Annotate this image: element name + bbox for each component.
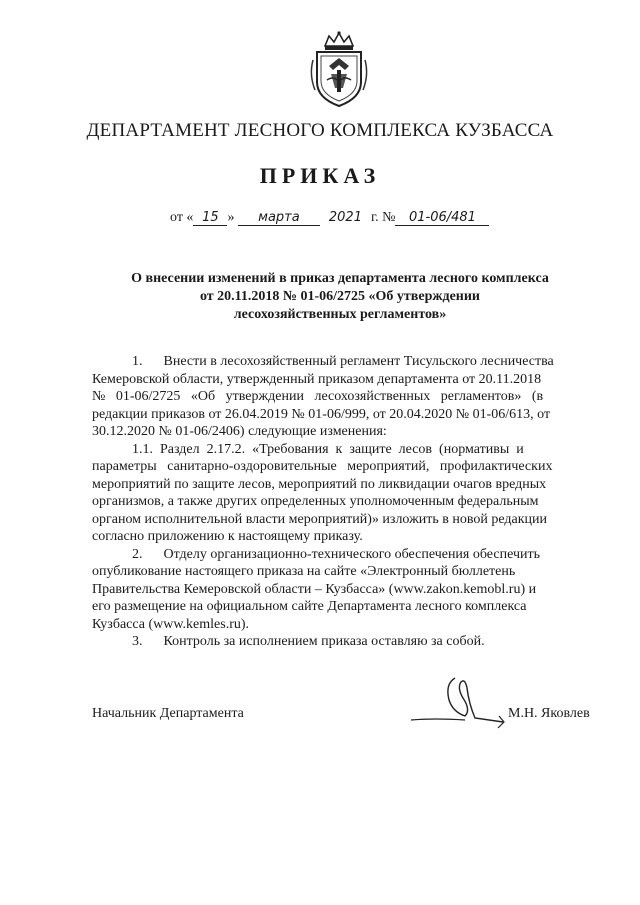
body-line: органом исполнительной власти мероприятий)» изложить в новой редакции (92, 511, 548, 527)
date-month: марта (238, 211, 320, 226)
body-line: 30.12.2020 № 01-06/2406) следующие изменения: (92, 424, 387, 439)
body-line: его размещение на официальном сайте Департамента лесного комплекса (92, 599, 527, 614)
body-line: Правительства Кемеровской области – Кузбасса» (www.zakon.kemobl.ru) и (92, 581, 537, 597)
signer-name: М.Н. Яковлев (508, 706, 590, 721)
signer-title: Начальник Департамента (92, 706, 244, 721)
order-date-line (170, 210, 489, 226)
order-number: 01-06/481 (395, 211, 489, 226)
body-line: опубликование настоящего приказа на сайте «Электронный бюллетень (92, 564, 516, 579)
handwritten-signature (405, 674, 510, 734)
body-line: Кузбасса (www.kemles.ru). (92, 616, 250, 632)
body-line: организмов, а также других определенных уполномоченным федеральным (92, 494, 539, 509)
date-day: 15 (193, 211, 227, 226)
date-mid: » (227, 210, 235, 225)
body-line: 1.1. Раздел 2.17.2. «Требования к защите лесов (нормативы и (132, 441, 524, 457)
date-year: 2021 (328, 210, 362, 225)
body-line: 1. Внести в лесохозяйственный регламент Тисульского лесничества (132, 354, 554, 369)
body-line: параметры санитарно-оздоровительные мероприятий, профилактических (92, 459, 553, 474)
body-line: мероприятий по защите лесов, мероприятий по ликвидации очагов вредных (92, 476, 547, 492)
body-line: Кемеровской области, утвержденный приказом департамента от 20.11.2018 (92, 371, 542, 387)
subject-line: лесохозяйственных регламентов» (233, 307, 447, 322)
body-line: 2. Отделу организационно-технического обеспечения обеспечить (132, 546, 540, 562)
subject-line: от 20.11.2018 № 01-06/2725 «Об утверждении (199, 289, 480, 304)
date-year-suffix: г. № (370, 210, 396, 225)
body-line: согласно приложению к настоящему приказу. (92, 529, 363, 544)
subject-line: О внесении изменений в приказ департамента лесного комплекса (131, 271, 549, 286)
coat-of-arms-emblem (307, 30, 371, 110)
body-line: редакции приказов от 26.04.2019 № 01-06/999, от 20.04.2020 № 01-06/613, от (92, 406, 551, 422)
order-body (92, 353, 600, 651)
order-subject (100, 270, 580, 324)
body-line: 3. Контроль за исполнением приказа оставляю за собой. (132, 634, 485, 649)
document-type-title: ПРИКАЗ (259, 163, 381, 188)
body-line: № 01-06/2725 «Об утверждении лесохозяйственных регламентов» (в (92, 389, 544, 404)
department-name: ДЕПАРТАМЕНТ ЛЕСНОГО КОМПЛЕКСА КУЗБАССА (86, 120, 554, 141)
date-prefix: от « (170, 210, 194, 225)
